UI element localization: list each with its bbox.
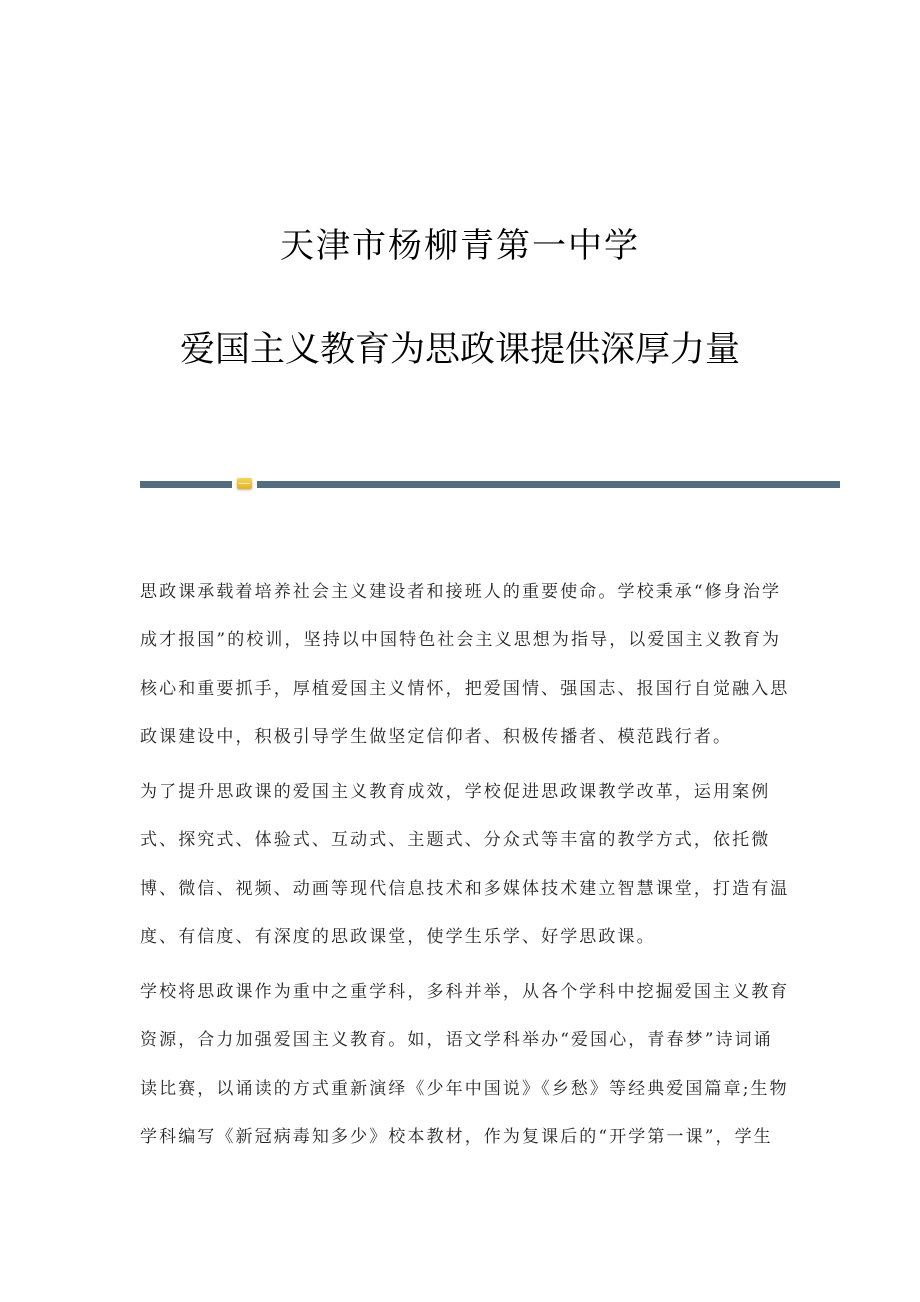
paragraph-line: 为了提升思政课的爱国主义教育成效，学校促进思政课教学改革，运用案例 (140, 782, 771, 802)
paragraph-line: 核心和重要抓手，厚植爱国主义情怀，把爱国情、强国志、报国行自觉融入思 (140, 679, 790, 699)
paragraph-line: 思政课承载着培养社会主义建设者和接班人的重要使命。学校秉承“修身治学 (140, 582, 782, 602)
paragraph-line: 政课建设中，积极引导学生做坚定信仰者、积极传播者、模范践行者。 (140, 727, 733, 747)
document-title: 天津市杨柳青第一中学 (280, 226, 640, 266)
divider-bar-left (140, 481, 232, 488)
divider-ornament-icon (237, 478, 252, 489)
paragraph-line: 度、有信度、有深度的思政课堂，使学生乐学、好学思政课。 (140, 927, 656, 947)
paragraph-line: 式、探究式、体验式、互动式、主题式、分众式等丰富的教学方式，依托微 (140, 830, 771, 850)
paragraph-line: 读比赛，以诵读的方式重新演绎《少年中国说》《乡愁》等经典爱国篇章;生物 (140, 1079, 789, 1099)
divider-bar-right (257, 481, 840, 488)
paragraph-line: 学校将思政课作为重中之重学科，多科并举，从各个学科中挖掘爱国主义教育 (140, 982, 790, 1002)
paragraph-line: 学科编写《新冠病毒知多少》校本教材，作为复课后的“开学第一课”，学生 (140, 1127, 773, 1147)
paragraph-line: 资源，合力加强爱国主义教育。如，语文学科举办“爱国心，青春梦”诗词诵 (140, 1030, 773, 1050)
document-subtitle: 爱国主义教育为思政课提供深厚力量 (179, 330, 740, 370)
paragraph-line: 成才报国”的校训，坚持以中国特色社会主义思想为指导，以爱国主义教育为 (140, 630, 782, 650)
paragraph-line: 博、微信、视频、动画等现代信息技术和多媒体技术建立智慧课堂，打造有温 (140, 879, 790, 899)
